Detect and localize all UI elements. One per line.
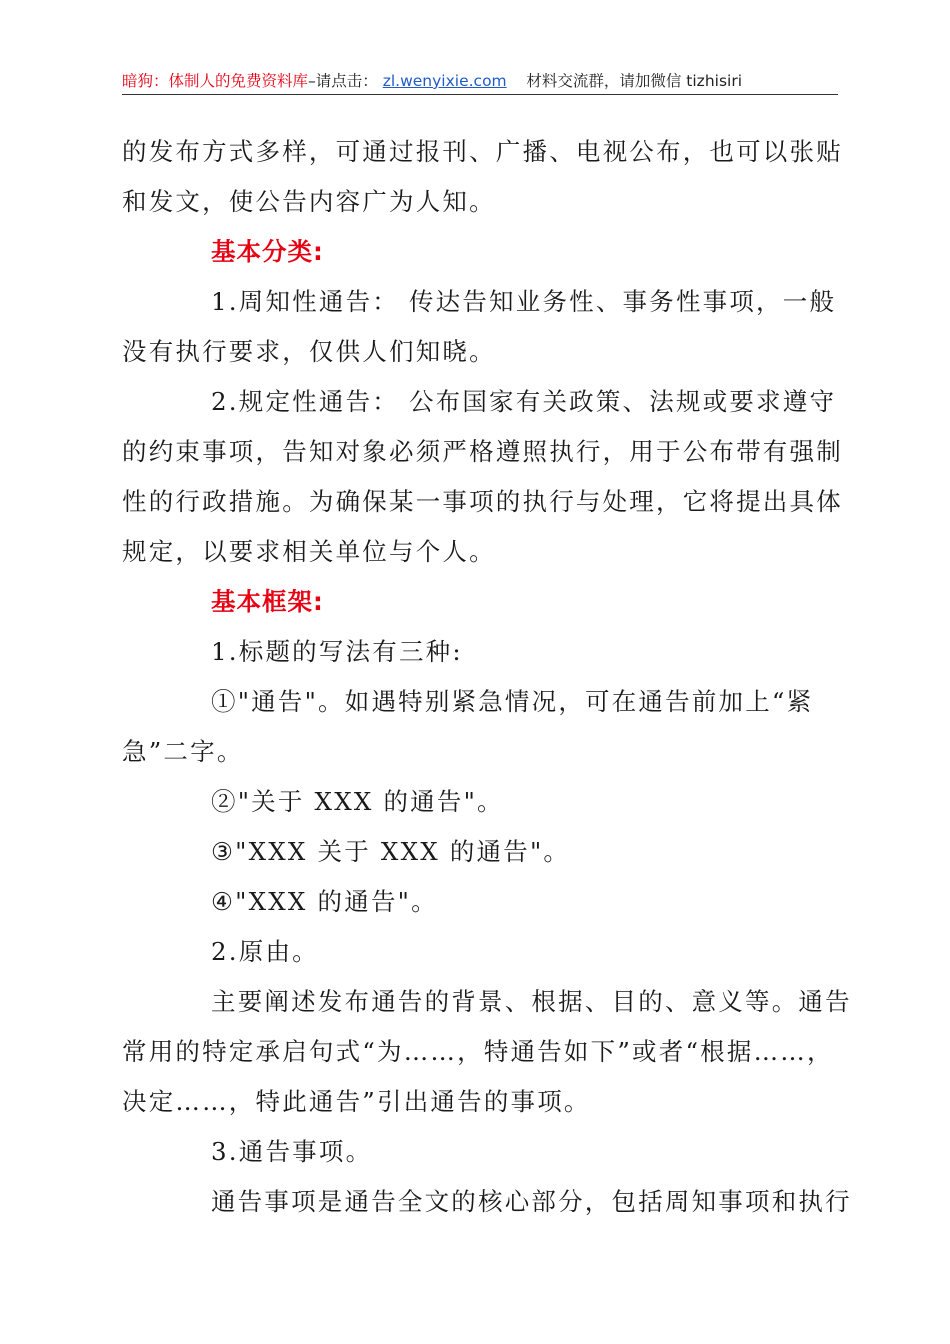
body-line-9: 规定，以要求相关单位与个人。 [122, 537, 496, 566]
body-line-14: ②"关于 XXX 的通告"。 [211, 787, 504, 816]
body-line-2: 和发文，使公告内容广为人知。 [122, 187, 496, 216]
site-name: 暗狗：体制人的免费资料库 [122, 72, 309, 90]
body-line-22: 通告事项是通告全文的核心部分，包括周知事项和执行 [211, 1187, 852, 1216]
header-divider [122, 94, 838, 95]
site-link[interactable]: zl.wenyixie.com [382, 72, 507, 90]
body-line-13: 急”二字。 [122, 737, 244, 766]
body-line-4: 1.周知性通告： 传达告知业务性、事务性事项，一般 [211, 287, 837, 316]
body-line-8: 性的行政措施。为确保某一事项的执行与处理，它将提出具体 [122, 487, 843, 516]
wechat-note: 材料交流群，请加微信 tizhisiri [526, 72, 743, 90]
body-line-17: 2.原由。 [211, 937, 319, 966]
body-line-15: ③"XXX 关于 XXX 的通告"。 [211, 837, 571, 866]
body-line-7: 的约束事项，告知对象必须严格遵照执行，用于公布带有强制 [122, 437, 843, 466]
body-line-5: 没有执行要求，仅供人们知晓。 [122, 337, 496, 366]
body-line-1: 的发布方式多样，可通过报刊、广播、电视公布，也可以张贴 [122, 137, 843, 166]
body-line-21: 3.通告事项。 [211, 1137, 373, 1166]
body-line-11: 1.标题的写法有三种: [211, 637, 463, 666]
body-line-19: 常用的特定承启句式“为……，特通告如下”或者“根据……， [122, 1037, 834, 1066]
body-line-20: 决定……，特此通告”引出通告的事项。 [122, 1087, 591, 1116]
section-heading-classification: 基本分类: [211, 237, 324, 266]
body-line-16: ④"XXX 的通告"。 [211, 887, 438, 916]
body-line-18: 主要阐述发布通告的背景、根据、目的、意义等。通告 [211, 987, 852, 1016]
body-line-12: ①"通告"。如遇特别紧急情况，可在通告前加上“紧 [211, 687, 814, 716]
section-heading-framework: 基本框架: [211, 587, 324, 616]
body-line-6: 2.规定性通告： 公布国家有关政策、法规或要求遵守 [211, 387, 837, 416]
page-header [122, 70, 838, 92]
link-prompt: –请点击： [308, 72, 378, 90]
